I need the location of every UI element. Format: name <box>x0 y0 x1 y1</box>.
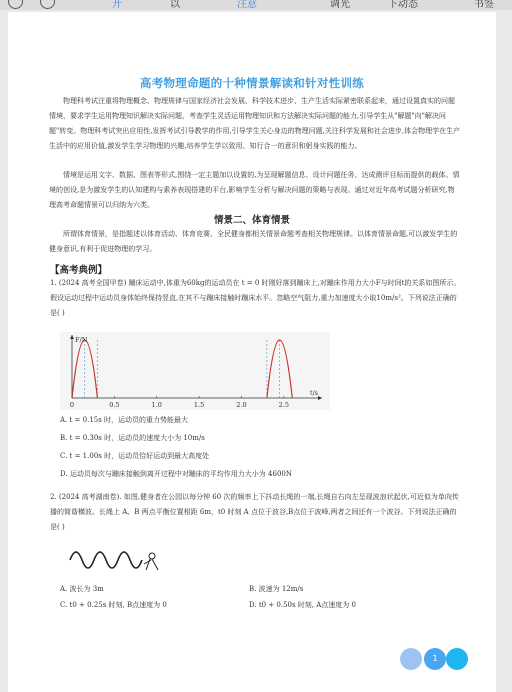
x-tick-label-1: 0.5 <box>109 401 120 409</box>
y-axis-label: F/N <box>75 336 88 344</box>
examples-heading: 【高考典例】 <box>50 265 108 276</box>
q2-option-c: C. t0 + 0.25s 时刻, B点速度为 0 <box>60 601 167 609</box>
intro-paragraph-2: 情境是运用文字、数据、图表等形式,围绕一定主题加以设置的,为呈现解题信息、设计问题任务、达成测评目标而提供的载体。情境的创设,是为激发学生的认知建构与素养表现搭建的平台,影响学生分析与解决问题的策略与表现。通过对近年高考试题分析研究,物理高考命题情景可以归纳为六类。 <box>49 171 460 209</box>
q2-option-b: B. 波速为 12m/s <box>249 585 304 593</box>
next-page-dot[interactable] <box>446 648 468 670</box>
q1-option-b: B. t = 0.30s 时，运动员的速度大小为 10m/s <box>60 434 205 442</box>
q2-option-a: A. 波长为 3m <box>60 585 104 593</box>
back-icon[interactable] <box>8 0 23 9</box>
toolbar-item-6[interactable]: 书签 <box>474 0 494 10</box>
x-tick-label-2: 1.0 <box>151 401 162 409</box>
intro-paragraph-1: 物理科考试注重将物理概念、物理规律与国家经济社会发展、科学技术进步、生产生活实际紧密联系起来，通过设置真实的问题情境，要求学生运用物理知识解决实际问题，考查学生灵活运用物理知识和方法解决实际问题的能力,引导学生从"解题"向"解决问题"转变。物理科考试突出应用性,发挥考试引导教学的作用,引导学生关心身边的物理问题,关注科学发展和社会进步,体会物理学在生产生活中的应用价值,激发学生学习物理的兴趣,培养学生学以致用、知行合一的意识和躬身实践的能力。 <box>49 97 461 150</box>
section-heading: 情景二、体育情景 <box>213 215 290 226</box>
x-tick-label-5: 2.5 <box>278 401 289 409</box>
q1-option-c: C. t = 1.00s 时，运动员恰好运动到最大高度处 <box>60 452 210 460</box>
rope-wave-figure <box>66 540 166 574</box>
toolbar-item-3[interactable]: 注意 <box>237 0 257 10</box>
x-tick-label-4: 2.0 <box>236 401 247 409</box>
force-time-chart <box>60 332 330 410</box>
toolbar-item-4[interactable]: 调光 <box>330 0 350 10</box>
x-tick-label-0: 0 <box>69 401 75 409</box>
current-page-number[interactable]: 1 <box>424 648 446 670</box>
toolbar-item-2[interactable]: 以 <box>170 0 180 10</box>
top-toolbar <box>0 0 512 10</box>
forward-icon[interactable] <box>40 0 55 9</box>
q2-option-d: D. t0 + 0.50s 时刻, A点速度为 0 <box>249 601 356 609</box>
x-tick-label-3: 1.5 <box>193 401 205 409</box>
toolbar-item-1[interactable]: 开 <box>112 0 122 10</box>
document-page <box>8 12 496 692</box>
section-paragraph: 所谓体育情景，是指题述以体育活动、体育竞赛、全民健身都相关情景命题考查相关物理规律。以体育情景命题,可以激发学生的健身意识,有利于促进物理的学习。 <box>49 230 458 253</box>
document-title: 高考物理命题的十种情景解读和针对性训练 <box>139 76 365 90</box>
q1-option-a: A. t = 0.15s 时，运动员的重力势能最大 <box>60 416 189 424</box>
q1-option-d: D. 运动员每次与蹦床接触到离开过程中对蹦床的平均作用力大小为 4600N <box>60 470 292 478</box>
x-axis-label: t/s <box>310 389 319 397</box>
question-1: 1. (2024 高考全国甲卷) 蹦床运动中,体重为60kg的运动员在 t = 0 时刚好落到蹦床上,对蹦床作用力大小F与时间t的关系如图所示。假设运动过程中运动员身体始终保持竖直,在其不与蹦床接触时蹦床水平。忽略空气阻力,重力加速度大小取10m/s²。下列说法正确的是( ) <box>50 279 461 317</box>
question-2: 2. (2024 高考湖南卷). 如图,健身者在公园以每分钟 60 次的频率上下抖动长绳的一端,长绳自右向左呈现波浪状起伏,可近似为单向传播的简谐横波。长绳上 A、B 两点平衡位置相距 6m，t0 时刻 A 点位于波谷,B点位于波峰,两者之间还有一个波谷。下列说法正确的是( ) <box>50 493 459 531</box>
prev-page-dot[interactable] <box>400 648 422 670</box>
toolbar-item-5[interactable]: 下动态 <box>388 0 418 10</box>
